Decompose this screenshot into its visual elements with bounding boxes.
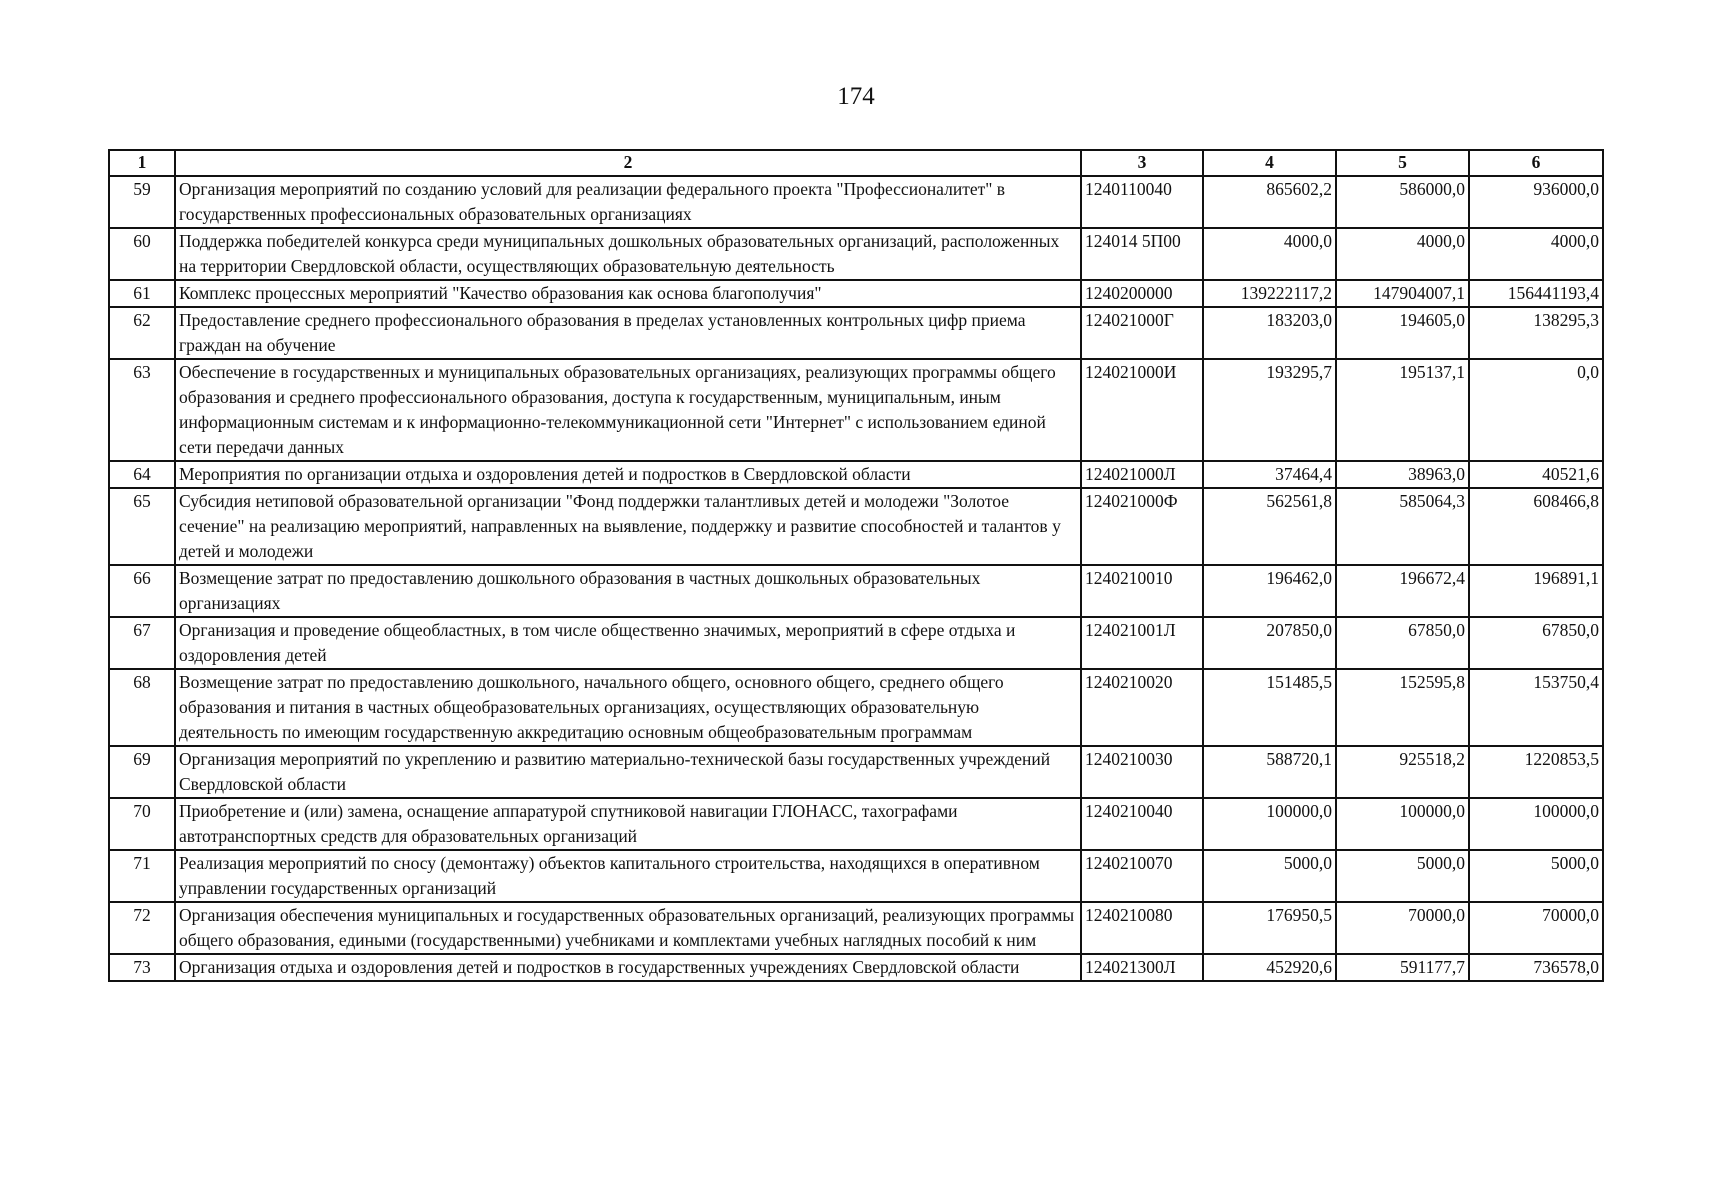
- column-header: 1: [109, 150, 175, 176]
- table-row: [109, 798, 1603, 850]
- row-code: 124021000Г: [1081, 307, 1203, 359]
- row-name: Организация мероприятий по укреплению и развитию материально-технической базы государственных учреждений Свердловской области: [175, 746, 1081, 798]
- row-value-col6: 196891,1: [1469, 565, 1603, 617]
- row-code: 1240210010: [1081, 565, 1203, 617]
- row-value-col6: 100000,0: [1469, 798, 1603, 850]
- table-row: [109, 461, 1603, 488]
- row-value-col6: 67850,0: [1469, 617, 1603, 669]
- row-name: Организация и проведение общеобластных, в том числе общественно значимых, мероприятий в сфере отдыха и оздоровления детей: [175, 617, 1081, 669]
- row-name: Комплекс процессных мероприятий "Качество образования как основа благополучия": [175, 280, 1081, 307]
- table-row: [109, 307, 1603, 359]
- row-code: 124021000Л: [1081, 461, 1203, 488]
- row-value-col5: 591177,7: [1336, 954, 1469, 981]
- row-value-col6: 1220853,5: [1469, 746, 1603, 798]
- row-value-col4: 139222117,2: [1203, 280, 1336, 307]
- row-number: 73: [109, 954, 175, 981]
- row-code: 1240210030: [1081, 746, 1203, 798]
- table-row: [109, 902, 1603, 954]
- row-value-col6: 4000,0: [1469, 228, 1603, 280]
- row-name: Предоставление среднего профессионального образования в пределах установленных контрольных цифр приема граждан на обучение: [175, 307, 1081, 359]
- row-code: 124021300Л: [1081, 954, 1203, 981]
- row-value-col4: 183203,0: [1203, 307, 1336, 359]
- row-name: Реализация мероприятий по сносу (демонтажу) объектов капитального строительства, находящихся в оперативном управлении государственных организаций: [175, 850, 1081, 902]
- row-name: Возмещение затрат по предоставлению дошкольного, начального общего, основного общего, среднего общего образования и питания в частных общеобразовательных организациях, осуществляющих образовательную деятельность по имеющим государственную аккредитацию основным общеобразовательным программам: [175, 669, 1081, 746]
- row-name: Мероприятия по организации отдыха и оздоровления детей и подростков в Свердловской области: [175, 461, 1081, 488]
- row-value-col5: 100000,0: [1336, 798, 1469, 850]
- page-number: 174: [837, 83, 875, 110]
- row-code: 1240210070: [1081, 850, 1203, 902]
- row-number: 63: [109, 359, 175, 461]
- table-row: [109, 954, 1603, 981]
- row-code: 1240110040: [1081, 176, 1203, 228]
- column-header: 3: [1081, 150, 1203, 176]
- row-value-col6: 5000,0: [1469, 850, 1603, 902]
- row-name: Возмещение затрат по предоставлению дошкольного образования в частных дошкольных образовательных организациях: [175, 565, 1081, 617]
- row-value-col4: 452920,6: [1203, 954, 1336, 981]
- row-number: 66: [109, 565, 175, 617]
- row-value-col6: 138295,3: [1469, 307, 1603, 359]
- row-number: 69: [109, 746, 175, 798]
- row-code: 124021001Л: [1081, 617, 1203, 669]
- row-number: 67: [109, 617, 175, 669]
- row-value-col4: 207850,0: [1203, 617, 1336, 669]
- row-value-col6: 70000,0: [1469, 902, 1603, 954]
- table-row: [109, 850, 1603, 902]
- row-value-col4: 588720,1: [1203, 746, 1336, 798]
- row-code: 124021000И: [1081, 359, 1203, 461]
- table-row: [109, 746, 1603, 798]
- table-row: [109, 488, 1603, 565]
- table-row: [109, 359, 1603, 461]
- row-number: 61: [109, 280, 175, 307]
- row-number: 65: [109, 488, 175, 565]
- table-row: [109, 280, 1603, 307]
- row-code: 1240210040: [1081, 798, 1203, 850]
- row-value-col5: 196672,4: [1336, 565, 1469, 617]
- row-number: 72: [109, 902, 175, 954]
- row-number: 62: [109, 307, 175, 359]
- row-value-col5: 67850,0: [1336, 617, 1469, 669]
- row-name: Организация обеспечения муниципальных и государственных образовательных организаций, реализующих программы общего образования, едиными (государственными) учебниками и комплектами учебных наглядных пособий к ним: [175, 902, 1081, 954]
- row-number: 71: [109, 850, 175, 902]
- row-name: Организация отдыха и оздоровления детей и подростков в государственных учреждениях Свердловской области: [175, 954, 1081, 981]
- header-row: [109, 150, 1603, 176]
- row-number: 60: [109, 228, 175, 280]
- table-body: [109, 176, 1603, 981]
- row-value-col6: 156441193,4: [1469, 280, 1603, 307]
- table-row: [109, 228, 1603, 280]
- column-header: 5: [1336, 150, 1469, 176]
- row-value-col5: 195137,1: [1336, 359, 1469, 461]
- row-name: Организация мероприятий по созданию условий для реализации федерального проекта "Профессионалитет" в государственных профессиональных образовательных организациях: [175, 176, 1081, 228]
- row-value-col4: 562561,8: [1203, 488, 1336, 565]
- row-code: 124021000Ф: [1081, 488, 1203, 565]
- column-header: 4: [1203, 150, 1336, 176]
- row-value-col4: 176950,5: [1203, 902, 1336, 954]
- row-value-col5: 147904007,1: [1336, 280, 1469, 307]
- row-value-col5: 70000,0: [1336, 902, 1469, 954]
- row-value-col4: 151485,5: [1203, 669, 1336, 746]
- row-name: Поддержка победителей конкурса среди муниципальных дошкольных образовательных организаций, расположенных на территории Свердловской области, осуществляющих образовательную деятельность: [175, 228, 1081, 280]
- row-value-col4: 865602,2: [1203, 176, 1336, 228]
- row-value-col4: 193295,7: [1203, 359, 1336, 461]
- row-value-col4: 37464,4: [1203, 461, 1336, 488]
- row-value-col5: 585064,3: [1336, 488, 1469, 565]
- budget-table: [108, 149, 1604, 982]
- table-row: [109, 617, 1603, 669]
- row-value-col5: 586000,0: [1336, 176, 1469, 228]
- row-code: 124014 5П00: [1081, 228, 1203, 280]
- row-value-col6: 0,0: [1469, 359, 1603, 461]
- row-number: 64: [109, 461, 175, 488]
- row-value-col5: 194605,0: [1336, 307, 1469, 359]
- row-number: 68: [109, 669, 175, 746]
- row-value-col4: 100000,0: [1203, 798, 1336, 850]
- row-value-col6: 736578,0: [1469, 954, 1603, 981]
- row-value-col5: 4000,0: [1336, 228, 1469, 280]
- row-name: Субсидия нетиповой образовательной организации "Фонд поддержки талантливых детей и молодежи "Золотое сечение" на реализацию мероприятий, направленных на выявление, поддержку и развитие способностей и талантов у детей и молодежи: [175, 488, 1081, 565]
- row-value-col4: 196462,0: [1203, 565, 1336, 617]
- row-name: Приобретение и (или) замена, оснащение аппаратурой спутниковой навигации ГЛОНАСС, тахографами автотранспортных средств для образовательных организаций: [175, 798, 1081, 850]
- table-header: [109, 150, 1603, 176]
- row-value-col6: 936000,0: [1469, 176, 1603, 228]
- table-row: [109, 669, 1603, 746]
- row-value-col6: 153750,4: [1469, 669, 1603, 746]
- row-value-col4: 5000,0: [1203, 850, 1336, 902]
- row-code: 1240210020: [1081, 669, 1203, 746]
- row-value-col5: 152595,8: [1336, 669, 1469, 746]
- row-code: 1240200000: [1081, 280, 1203, 307]
- column-header: 2: [175, 150, 1081, 176]
- row-value-col6: 608466,8: [1469, 488, 1603, 565]
- row-name: Обеспечение в государственных и муниципальных образовательных организациях, реализующих программы общего образования и среднего профессионального образования, доступа к государственным, муниципальным, иным информационным системам и к информационно-телекоммуникационной сети "Интернет" с использованием единой сети передачи данных: [175, 359, 1081, 461]
- table-row: [109, 565, 1603, 617]
- row-value-col5: 925518,2: [1336, 746, 1469, 798]
- column-header: 6: [1469, 150, 1603, 176]
- row-number: 70: [109, 798, 175, 850]
- row-value-col5: 5000,0: [1336, 850, 1469, 902]
- row-code: 1240210080: [1081, 902, 1203, 954]
- row-value-col6: 40521,6: [1469, 461, 1603, 488]
- table-row: [109, 176, 1603, 228]
- row-number: 59: [109, 176, 175, 228]
- row-value-col5: 38963,0: [1336, 461, 1469, 488]
- row-value-col4: 4000,0: [1203, 228, 1336, 280]
